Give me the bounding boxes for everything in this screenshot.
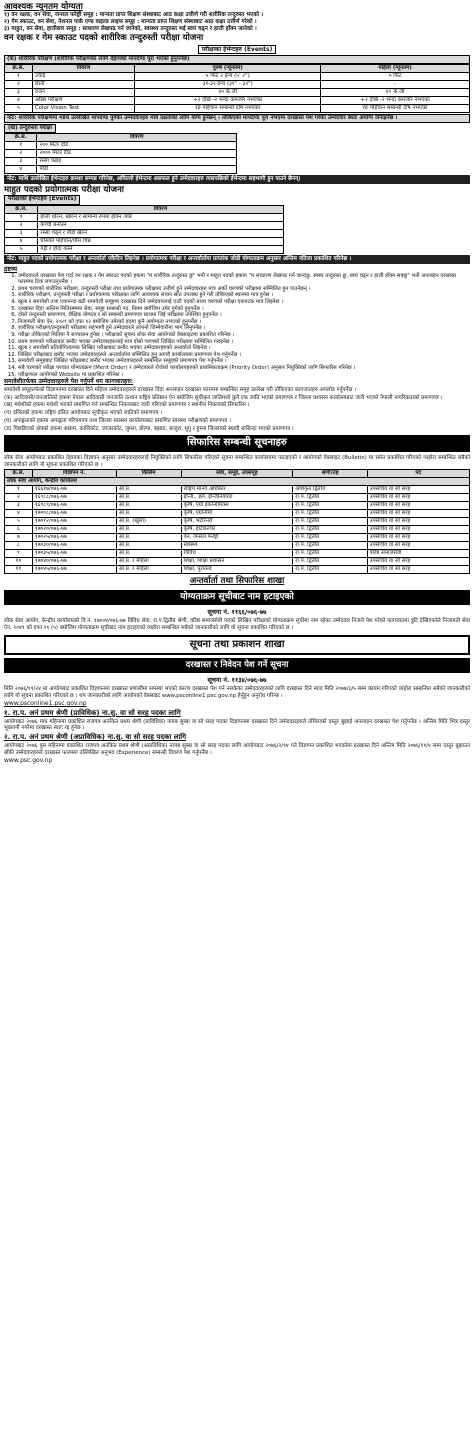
- cell: ५ फिट: [321, 73, 470, 81]
- cell: १०: [5, 558, 33, 566]
- cell: १६९८९/०७६-७७: [32, 502, 116, 510]
- sec1-text: आयोगबाट २०७६ माघ महिनामा प्रकाशित राजपत्र अनंकित प्रथम श्रेणी (प्राविधिक) नायब सुब्बा वा सो सरह पदका विज्ञापनमा दरखास्त दिने उम्मेदवारहरुले तोकिएको दस्तुर बुझाई अनलाइन दरखास्त पेश गर्नुपर्नेछ । अन्तिम मिति भित्र दस्तुर भुक्तानी नगरेमा दरखास्त स्वतः रद्द हुनेछ ।: [4, 718, 470, 732]
- cell: विविध: [181, 550, 293, 558]
- cell: ६: [5, 526, 33, 534]
- col-header: क्र.सं.: [5, 65, 33, 73]
- cell: रा.प. द्वितीय: [293, 566, 367, 574]
- sec1-title: १. रा.प. अनं प्रथम श्रेणी (प्राविधिक) ना.सु. वा सो सरह पदका लागि: [4, 708, 181, 717]
- min-qual-heading: आवश्यक न्यूनतम योग्यता: [4, 2, 83, 12]
- docs-heading: समावेशीतर्फका उम्मेदवारहरुले पेश गर्नुपर्ने थप कागजातहरु:: [4, 378, 134, 386]
- cell: घाँसको पहिचान/घाँस चिन्ने: [38, 237, 283, 245]
- cell: कच्ची बनाउने: [38, 221, 283, 229]
- cell: आ.प्र.: [116, 534, 181, 542]
- cell: ४२ के.जी: [321, 89, 470, 97]
- cell: आ.प्र.: [116, 486, 181, 494]
- publication-notice-no: सूचना नं. ११३४/०७६-७७: [207, 675, 267, 684]
- cell: ५: [5, 105, 33, 113]
- table-row: [5, 105, 470, 113]
- cell: रा.प. द्वितीय: [293, 534, 367, 542]
- table-row: [5, 166, 237, 174]
- docs-item: (ग) दलितको हकमा राष्ट्रिय दलित आयोगबाट सूचीकृत भएको जातिको प्रमाणपत्र ।: [4, 410, 163, 417]
- section-kh-label: (ख) तन्दुरुस्ती परीक्षा: [4, 124, 56, 133]
- table-row: [5, 486, 470, 494]
- cell: २: [5, 221, 38, 229]
- table-row: [5, 89, 470, 97]
- cell: ४: [5, 166, 37, 174]
- table-row: [5, 542, 470, 550]
- table-row: [5, 526, 470, 534]
- cell: ११: [5, 566, 33, 574]
- cell: वरिष्ठ समाजसेवी: [367, 550, 469, 558]
- cell: आ.प्र.: [116, 550, 181, 558]
- cell: १७०३५/०७६-७७: [32, 550, 116, 558]
- publication-subtitle: दरखास्त र निवेदन पेश गर्ने सूचना: [4, 658, 470, 673]
- cell: ४: [5, 237, 38, 245]
- cell: आ.प्र.: [116, 526, 181, 534]
- cell: १७००८/०७६-७७: [32, 510, 116, 518]
- docs-item: (क) आदिवासी/जनजातिको हकमा नेपाल आदिवासी जनजाति उत्थान राष्ट्रिय प्रतिष्ठान ऐन बमोजिम सूचीकृत जातिमध्ये कुनै एक जाति भएको प्रमाणपत्र र जिल्ला प्रशासन कार्यालयबाट जारी भएको नेपाली नागरिकताको प्रमाणपत्र ।: [4, 394, 443, 401]
- table-row: [5, 97, 470, 105]
- list-item: 11. खुला र समावेशी प्रतियोगितात्मक लिखित परीक्षाबाट छनौट भएका उम्मेदवारहरुको अन्तर्वार्ता लिइनेछ ।: [18, 345, 470, 352]
- cell: १७०४०/०७६-७७: [32, 558, 116, 566]
- publication-text: मिति २०७६/११/२४ मा आयोगबाट प्रकाशित विज्ञापनमा दरखास्त प्रणालीमा समस्या भएको कारण दरखास्त पेश गर्न नसकेका उम्मेदवारहरुको लागि दरखास्त दिने म्याद मिति २०७७/३/५ सम्म कायम गरिएको व्यहोरा सम्बन्धित सबैको जानकारीको लागि यो सूचना प्रकाशित गरिएको छ । थप जानकारीको लागि आयोगको वेबसाइट www.psconline1.psc.gov.np हेर्नुहुन अनुरोध गरिन्छ ।: [4, 685, 470, 699]
- cell: ८: [5, 542, 33, 550]
- cell: ३: [5, 89, 33, 97]
- cell: १: [5, 213, 38, 221]
- office-row: लोक सेवा आयोग, केन्द्रीय कार्यालय: [5, 478, 470, 486]
- table-row: [5, 158, 237, 166]
- fitness-table: [4, 133, 237, 174]
- sec2-text: आयोगबाट २०७६ पुस महिनामा प्रकाशित राजपत्र अनंकित प्रथम श्रेणी (अप्राविधिक) नायब सुब्बा वा सो सरह पदका लागि आयोगबाट २०७६/२/१४ गते विज्ञापन प्रकाशित भएकोमा दरखास्त दिने अन्तिम मिति २०७६/११/४ सम्म दस्तुर बुझाउन बाँकी उम्मेदवारहरुले दरखास्त फारममा उल्लिखित अनुभव (Experience) सम्बन्धी विवरण पेश गर्नुपर्नेछ ।: [4, 742, 470, 756]
- cell: आ.प्र.: [116, 510, 181, 518]
- cell: उपसचिव वा सो सरह: [367, 558, 469, 566]
- cell: रस्सा चढाइ: [37, 158, 237, 166]
- col-header: पुरुष (न्यूनतम): [135, 65, 321, 73]
- cell: १७०२५/०७६-७७: [32, 534, 116, 542]
- cell: +२ देखि -२ भन्दा कमजोर नभएको: [135, 97, 321, 105]
- section-k-label: (क) शारीरिक परीक्षण (शारीरिक परीक्षणको लागि देहायको मापदण्ड पूरा भएको हुनुपर्नेछ): [4, 55, 470, 64]
- cell: रा.प. द्वितीय: [293, 542, 367, 550]
- list-item: 8. शारीरिक परीक्षण/तन्दुरुस्ती परीक्षामा सहभागी हुने उम्मेदवारले आफ्नो जिम्मेवारीमा भाग लिनुपर्नेछ ।: [18, 325, 470, 332]
- cell: कृषि, एग्रोनोमी: [181, 510, 293, 518]
- cell: २: [5, 494, 33, 502]
- events-tab: परीक्षाका ईभेन्टहरु (Events): [198, 45, 277, 55]
- cell: रङ पहिचान सम्बन्धी दोष नभएको: [321, 105, 470, 113]
- physical-note: नोट: शारीरिक परीक्षणमा माथि उल्लेखित मापदण्ड पुगेका उम्मेदवारहरु मात्र दक्षताको लागि योग्य हुनेछन् । तोकिएको मापदण्ड पूरा नभएमा दरखास्त पेश गरेका उम्मेदवार स्वतः अयोग्य जनाइनेछ ।: [4, 114, 470, 123]
- min-qual-item: १) वन रक्षक, वन सेवा, जनरल फरेष्ट्री समूह : मान्यता प्राप्त शिक्षण संस्थाबाट आठ कक्षा उत्तीर्ण गरी शारीरिक तन्दुरुस्त भएको ।: [4, 12, 264, 19]
- notes-heading: द्रष्टव्य: [4, 264, 18, 273]
- cell: छाती: [32, 81, 134, 89]
- cell: १६९८८/०७६-७७: [32, 494, 116, 502]
- cell: उपसचिव वा सो सरह: [367, 534, 469, 542]
- cell: १७०४५/०७६-७७: [32, 566, 116, 574]
- cell: उपसचिव वा सो सरह: [367, 494, 469, 502]
- cell: २०० मिटर दौड: [37, 142, 237, 150]
- cell: १: [5, 142, 37, 150]
- col-header: क्र.सं.: [5, 470, 33, 478]
- publication-url[interactable]: www.psconline1.psc.gov.np: [4, 700, 87, 708]
- cell: ९: [5, 550, 33, 558]
- list-item: 4. खुला र समावेशी तथा एकभन्दा बढी समावेशी समूहमा दरखास्त दिने उम्मेदवारलाई एउटै पदको प्रथम चरणको परीक्षा एकपटक मात्र लिइनेछ ।: [18, 299, 470, 306]
- docs-item: (घ) अपाङ्गताको हकमा अपाङ्गता परिचयपत्र तथा जिल्ला स्वास्थ्य कार्यालयबाट प्रमाणित स्वास्थ्य परीक्षणको प्रमाणपत्र ।: [4, 417, 231, 424]
- cell: रा.प. द्वितीय: [293, 518, 367, 526]
- cell: उपसचिव वा सो सरह: [367, 510, 469, 518]
- cell: +२ देखि -२ भन्दा कमजोर नभएको: [321, 97, 470, 105]
- cell: आ.प्र. र महिला: [116, 566, 181, 574]
- sifaris-intro: लोक सेवा आयोगबाट प्रकाशित देहायका विज्ञापन अनुसार उम्मेदवारहरुलाई नियुक्तिको लागि सिफारिस गरिएको सूचना सम्बन्धित कार्यालयमा पठाइएको र आयोगको वेबसाइट (Bulletin) मा समेत प्रकाशित गरिएको व्यहोरा सम्बन्धित सबैको जानकारीको लागि यो सूचना प्रकाशित गरिएको छ ।: [4, 454, 470, 468]
- table-row: [5, 534, 470, 542]
- cell: १६६१७/०७६-७७: [32, 486, 116, 494]
- cell: १७०२०/०७६-७७: [32, 526, 116, 534]
- cell: ४: [5, 510, 33, 518]
- cell: ३१-३२ इन्च (३१" - ३२"): [135, 81, 321, 89]
- docs-item: (ङ) पिछडिएको क्षेत्रको हकमा अछाम, कालिकोट, जाजरकोट, जुम्ला, डोल्पा, बझाङ, बाजुरा, मुगु र हुम्ला जिल्लाको स्थायी बासिन्दा भएको प्रमाणपत्र ।: [4, 425, 294, 432]
- cell: आ.प्र.: [116, 494, 181, 502]
- table-row: [5, 213, 284, 221]
- cell: इन्जि., इले. इन्जिनियरिङ: [181, 494, 293, 502]
- list-item: 13. समावेशी समूहबाट लिखित परीक्षाबाट छनौट भएका उम्मेदवारहरुले सम्बन्धित समूहको प्रमाणपत्र पेश गर्नुपर्नेछ ।: [18, 358, 470, 365]
- list-item: 6. दोस्रो तन्दुरुस्ती प्रमाणपत्र, शैक्षिक योग्यता र सो सम्बन्धी प्रमाणपत्र साथमा लिई परीक्षामा उपस्थित हुनुपर्नेछ ।: [18, 312, 470, 319]
- sifaris-table: [4, 469, 470, 574]
- cell: उपसचिव वा सो सरह: [367, 502, 469, 510]
- cell: राष्ट्रिय मानव अधिकार: [181, 486, 293, 494]
- cell: २००० मिटर दौड: [37, 150, 237, 158]
- table-row: [5, 237, 284, 245]
- list-item: 12. लिखित परीक्षाबाट छनौट भएका उम्मेदवारहरुले अन्तर्वार्तामा सम्मिलित हुनु अगावै कार्यालयमा प्रमाणपत्र पेश गर्नुपर्नेछ ।: [18, 352, 470, 359]
- list-item: 7. निजामती सेवा ऐन, २०४९ को दफा १२ बमोजिम उमेरको हदमा कुनै अयोग्यता नभएको हुनुपर्नेछ ।: [18, 319, 470, 326]
- cell: ५: [5, 518, 33, 526]
- table-row: [5, 229, 284, 237]
- col-header: किसिम: [116, 470, 181, 478]
- mahut-table: [4, 205, 284, 254]
- cell: वन, जनरल फरेष्ट्री: [181, 534, 293, 542]
- cell: शिक्षा, पुरातत्व: [181, 566, 293, 574]
- notes-list: [4, 273, 470, 379]
- cell: रा.प. द्वितीय: [293, 558, 367, 566]
- list-item: 3. शारीरिक परीक्षण, तन्दुरुस्ती परीक्षा र प्रयोगात्मक परीक्षाका लागि आवश्यक साधन स्रोत उपलब्ध हुने गरी तोकिएको स्थानमा मात्र हुनेछ ।: [18, 292, 470, 299]
- cell: रा.प. द्वितीय: [293, 494, 367, 502]
- cell: २: [5, 81, 33, 89]
- physical-table: [4, 64, 470, 113]
- sec2-title: २. रा.प. अनं प्रथम श्रेणी (अप्राविधिक) ना.सु. वा सो सरह पदका लागि: [4, 733, 187, 742]
- cell: आ.प्र.: [116, 502, 181, 510]
- table-row: [5, 73, 470, 81]
- interview-banner: योग्यताक्रम सूचीबाट नाम हटाइएको: [4, 590, 470, 605]
- col-header: सेवा, समूह, उपसमूह: [181, 470, 293, 478]
- cell: ४० के.जी: [135, 89, 321, 97]
- cell: Color Vision Test: [32, 105, 134, 113]
- cell: ३: [5, 158, 37, 166]
- cell: रा.प. द्वितीय: [293, 510, 367, 518]
- cell: ७: [5, 534, 33, 542]
- list-item: 15. परीक्षाफल आयोगको Website मा प्रकाशित गरिनेछ ।: [18, 372, 470, 379]
- cell: अधिकृत द्वितीय: [293, 486, 367, 494]
- cell: रा.प. द्वितीय: [293, 550, 367, 558]
- table-row: [5, 494, 470, 502]
- cell: कृषि, भेटेरिनरी: [181, 518, 293, 526]
- mahut-events-tab: परीक्षाका ईभेन्टहरु (Events): [4, 195, 80, 204]
- cell: उपसचिव वा सो सरह: [367, 542, 469, 550]
- cell: वजन: [32, 89, 134, 97]
- cell: उपसचिव वा सो सरह: [367, 566, 469, 574]
- col-header: क्र.सं.: [5, 134, 37, 142]
- table-row: [5, 502, 470, 510]
- list-item: 9. परीक्षा तोकिएको मितिमा नै सञ्चालन हुनेछ । परीक्षाको सूचना लोक सेवा आयोगको वेबसाइटमा प्रकाशित गरिनेछ ।: [18, 332, 470, 339]
- cell: रङ पहिचान सम्बन्धी दोष नभएको: [135, 105, 321, 113]
- sifaris-banner: सिफारिस सम्बन्धी सूचनाहरु: [4, 435, 470, 452]
- table-row: [5, 566, 470, 574]
- table-row: [5, 221, 284, 229]
- cell: उचाई: [32, 73, 134, 81]
- min-qual-item: २) गेम स्काउट, वन सेवा, नेशनल पार्क एण्ड वाइल्ड लाइफ समूह : मान्यता प्राप्त शिक्षण संस्थाबाट आठ कक्षा उत्तीर्ण गरेको ।: [4, 19, 257, 26]
- cell: ४: [5, 97, 33, 105]
- cell: स्वास्थ्य: [181, 542, 293, 550]
- col-header: विवरण: [32, 65, 134, 73]
- col-header: श्रेणी/तह: [293, 470, 367, 478]
- cell: ३: [5, 229, 38, 237]
- col-header: विज्ञापन नं.: [32, 470, 116, 478]
- table-row: [5, 245, 284, 253]
- cell: ५ फिट २ इन्च (५' २"): [135, 73, 321, 81]
- col-header: पद: [367, 470, 469, 478]
- cell: उपसचिव वा सो सरह: [367, 518, 469, 526]
- list-item: 1. उम्मेदवारले दरखास्त पेश गर्दा वन रक्षक र गेम स्काउट पदको हकमा "म शारीरिक तन्दुरुस्त छु" भनी र माहुत पदको हकमा "म साधारण लेखपढ गर्न जान्दछु, स्वस्थ तन्दुरुस्त छु, स्वयं चढ्न र हात्ती हाँक्न सक्छु" भनी अनलाइन दरखास्त फारममा टिक लगाउनुपर्नेछ ।: [18, 273, 470, 286]
- col-header: विवरण: [37, 134, 237, 142]
- mahut-note: नोट: माहुत पदको प्रयोगात्मक परीक्षा र अन्तर्वार्ता एकैदिन लिइनेछ । प्रयोगात्मक परीक्षा र अन्तर्वार्तामा प्राप्तांक जोडी योग्यताक्रम अनुसार अन्तिम नतिजा प्रकाशित गरिनेछ ।: [4, 255, 470, 264]
- cell: पौडी: [37, 166, 237, 174]
- cell: गद्दी र हौदा कस्ने: [38, 245, 283, 253]
- cell: उपसचिव वा सो सरह: [367, 486, 469, 494]
- cell: ३: [5, 502, 33, 510]
- table-row: [5, 150, 237, 158]
- table-row: [5, 510, 470, 518]
- cell: शिक्षा, शिक्षा प्रशासन: [181, 558, 293, 566]
- interview-text: लोक सेवा आयोग, केन्द्रीय कार्यालयको वि.नं. १७००४/०७६-७७ विविध सेवा, रा.प.द्वितीय श्रेणी, वरिष्ठ समाजसेवी पदको लिखित परीक्षाको योग्यताक्रम सूचीमा नाम रहेका उम्मेदवार निजले पेश गरेको कागजातमा त्रुटि देखिएकोले निजामती सेवा ऐन, २०४९ को दफा ११ (५) बमोजिम योग्यताक्रम सूचीबाट नाम हटाइएको व्यहोरा सम्बन्धित सबैको जानकारीको लागि यो सूचना प्रकाशित गरिएको छ ।: [4, 618, 470, 631]
- list-item: 5. दरखास्त दिंदा अन्तिम मितिसम्ममा सेवा, समूह सम्बन्धी पद, नियम बमोजिम उमेर पुगेको हुनुपर्नेछ ।: [18, 306, 470, 313]
- cell: उपसचिव वा सो सरह: [367, 526, 469, 534]
- col-header: महिला (न्यूनतम): [321, 65, 470, 73]
- list-item: 2. प्रथम चरणको शारीरिक परीक्षण, तन्दुरुस्ती परीक्षा तथा प्रयोगात्मक परीक्षामा उत्तीर्ण हुने उम्मेदवारहरु मात्र अर्को चरणको परीक्षामा सम्मिलित हुन पाउनेछन् ।: [18, 286, 470, 293]
- physical-note-2: नोट: माथि उल्लेखित ईभेन्टहरु क्रमशः सम्पन्न गरिनेछ, अघिल्लो ईभेन्टमा असफल हुने उम्मेदवारहरु त्यसपछिको ईभेन्टमा सहभागी हुन पाउने छैनन्।: [4, 175, 470, 184]
- cell: रस्सा चढ्ने र पौडी खेल्ने: [38, 229, 283, 237]
- cell: आ.प्र. र महिला: [116, 558, 181, 566]
- list-item: 14. सबै चरणको परीक्षा पश्चात योग्यताक्रम (Merit Order) र उम्मेदवारले रोजेको कार्यालयहरुको प्राथमिकताक्रम (Priority Order) अनुसार नियुक्तिको लागि सिफारिस गरिनेछ ।: [18, 365, 470, 372]
- cell: १: [5, 486, 33, 494]
- table-row: [5, 142, 237, 150]
- cell: ५: [5, 245, 38, 253]
- cell: कृषि, हर्टिकल्चर: [181, 526, 293, 534]
- mahut-title: माहुत पदको प्रयोगात्मक परीक्षा योजना: [4, 185, 124, 196]
- footer-url[interactable]: www.psc.gov.np: [4, 757, 53, 765]
- col-header: क्र.सं.: [5, 205, 38, 213]
- table-row: [5, 558, 470, 566]
- cell: आँखा परीक्षण: [32, 97, 134, 105]
- physical-title: वन रक्षक र गेम स्काउट पदको शारीरिक तन्दुरुस्ती परीक्षा योजना: [4, 33, 204, 44]
- col-header: विवरण: [38, 205, 283, 213]
- table-row: [5, 81, 470, 89]
- cell: रा.प. द्वितीय: [293, 502, 367, 510]
- cell: २: [5, 150, 37, 158]
- cell: १७०१२/०७६-७७: [32, 518, 116, 526]
- list-item: 10. प्रथम चरणको परीक्षाबाट छनौट भएका उम्मेदवारहरुलाई मात्र दोस्रो चरणको लिखित परीक्षामा सम्मिलित गराइनेछ ।: [18, 339, 470, 346]
- interview-notice-no: सूचना नं. ११६६/०७६-७७: [207, 608, 267, 617]
- cell: आ.प्र.: [116, 542, 181, 550]
- cell: १: [5, 73, 33, 81]
- cell: रा.प. द्वितीय: [293, 526, 367, 534]
- table-row: [5, 518, 470, 526]
- cell: कृषि, एग्री इकोनोमिक्स: [181, 502, 293, 510]
- docs-item: (ख) मधेशीको हकमा मधेशी भएको प्रमाणित गर्न सम्बन्धित निकायबाट जारी गरिएको प्रमाणपत्र र स्थानीय निकायको सिफारिस ।: [4, 402, 250, 409]
- cell: आ.प्र. (खुला): [116, 518, 181, 526]
- cell: हात्ती थोल्ने, खोल्ने र सामान्य रुपमा हाँक्न जान्ने: [38, 213, 283, 221]
- cell: १७०३०/०७६-७७: [32, 542, 116, 550]
- docs-intro: समावेशी समूहतर्फको विज्ञापनमा दरखास्त दिने महिला उम्मेदवारहरुले दरखास्त दिंदा अनलाइन दरखास्त फारममा सम्बन्धित समूह उल्लेख गरी तोकिएका कागजातहरु अपलोड गर्नुपर्नेछ ।: [4, 386, 357, 393]
- interview-title: अन्तर्वार्ता तथा सिफारिस शाखा: [189, 576, 285, 587]
- min-qual-item: ३) माहुत, वन सेवा, हात्तीसार समूह : साधारण लेखपढ गर्न जानेको, स्वास्थ्य तन्दुरुस्त भई स्वयं चढ्न र हात्ती हाँक्न जानेको ।: [4, 26, 257, 33]
- publication-banner: सूचना तथा प्रकाशन शाखा: [4, 635, 470, 656]
- table-row: [5, 550, 470, 558]
- cell: -: [321, 81, 470, 89]
